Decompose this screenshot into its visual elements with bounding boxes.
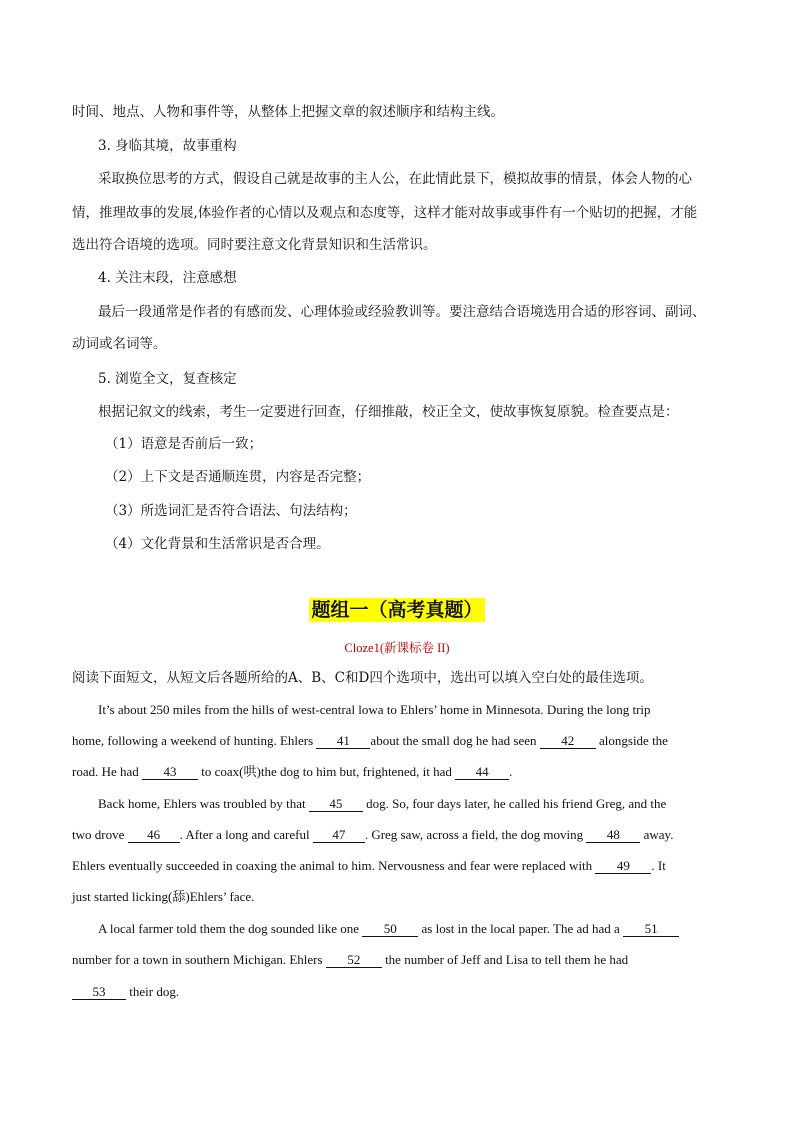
check-item-3: （3）所选词汇是否符合语法、句法结构； bbox=[105, 503, 357, 519]
instruction: 阅读下面短文，从短文后各题所给的A、B、C和D四个选项中，选出可以填入空白处的最佳选项。 bbox=[72, 670, 653, 686]
passage-text: their dog. bbox=[126, 984, 180, 999]
passage-text: . It bbox=[651, 858, 666, 873]
passage-line-7: just started licking(舔)Ehlers’ face. bbox=[72, 889, 255, 904]
passage-text: alongside the bbox=[595, 733, 668, 748]
paragraph-4-line-1: 最后一段通常是作者的有感而发、心理体验或经验教训等。要注意结合语境选用合适的形容词、副词、 bbox=[98, 304, 706, 320]
passage-text: two drove bbox=[72, 827, 128, 842]
passage-text: Back home, Ehlers was troubled by that bbox=[98, 796, 309, 811]
passage-text: . Greg saw, across a field, the dog moving bbox=[364, 827, 587, 842]
passage-line-1: It’s about 250 miles from the hills of west-central lowa to Ehlers’ home in Minnesota. During the long trip bbox=[98, 702, 651, 717]
passage-text: number for a town in southern Michigan. Ehlers bbox=[72, 952, 326, 967]
heading-3: 3. 身临其境，故事重构 bbox=[98, 138, 237, 154]
passage-text: . bbox=[509, 764, 513, 779]
blank-41[interactable]: 41 bbox=[316, 734, 370, 749]
check-item-4: （4）文化背景和生活常识是否合理。 bbox=[105, 536, 330, 552]
passage-line-9 bbox=[72, 950, 722, 970]
blank-49[interactable]: 49 bbox=[595, 859, 651, 874]
passage-line-6 bbox=[72, 856, 722, 876]
passage-text: to coax(哄)the dog to him but, frightened, it had bbox=[198, 764, 456, 779]
passage-line-5 bbox=[72, 825, 722, 845]
blank-42[interactable]: 42 bbox=[540, 734, 596, 749]
passage-text: . After a long and careful bbox=[179, 827, 313, 842]
section-subtitle: Cloze1(新课标卷 II) bbox=[344, 641, 450, 655]
passage-text: Ehlers eventually succeeded in coaxing the animal to him. Nervousness and fear were replaced with bbox=[72, 858, 596, 873]
paragraph-5-line-1: 根据记叙文的线索，考生一定要进行回查，仔细推敲，校正全文，使故事恢复原貌。检查要点是： bbox=[98, 404, 679, 420]
paragraph-4-line-2: 动词或名词等。 bbox=[72, 336, 167, 352]
passage-text: as lost in the local paper. The ad had a bbox=[418, 921, 624, 936]
paragraph-3-line-1: 采取换位思考的方式，假设自己就是故事的主人公，在此情此景下，模拟故事的情景，体会人物的心 bbox=[98, 171, 692, 187]
blank-46[interactable]: 46 bbox=[128, 828, 180, 843]
check-item-2: （2）上下文是否通顺连贯，内容是否完整； bbox=[105, 469, 371, 485]
heading-4: 4. 关注末段，注意感想 bbox=[98, 270, 237, 286]
passage-text: home, following a weekend of hunting. Ehlers bbox=[72, 733, 317, 748]
check-item-1: （1）语意是否前后一致； bbox=[105, 436, 263, 452]
section-title-wrap bbox=[0, 598, 794, 622]
paragraph-3-line-2: 情，推理故事的发展,体验作者的心情以及观点和态度等，这样才能对故事或事件有一个贴切的把握，才能 bbox=[72, 205, 698, 221]
blank-47[interactable]: 47 bbox=[313, 828, 365, 843]
blank-43[interactable]: 43 bbox=[142, 765, 198, 780]
passage-line-4 bbox=[98, 794, 722, 814]
paragraph-3-line-3: 选出符合语境的选项。同时要注意文化背景知识和生活常识。 bbox=[72, 237, 437, 253]
blank-44[interactable]: 44 bbox=[455, 765, 509, 780]
passage-text: the number of Jeff and Lisa to tell them he had bbox=[381, 952, 629, 967]
passage-text: road. He had bbox=[72, 764, 143, 779]
passage-text: dog. So, four days later, he called his friend Greg, and the bbox=[362, 796, 667, 811]
blank-51[interactable]: 51 bbox=[623, 922, 679, 937]
blank-50[interactable]: 50 bbox=[362, 922, 418, 937]
passage-line-2 bbox=[72, 731, 722, 751]
blank-52[interactable]: 52 bbox=[326, 953, 382, 968]
section-title: 题组一（高考真题） bbox=[311, 599, 483, 621]
intro-paragraph-end: 时间、地点、人物和事件等，从整体上把握文章的叙述顺序和结构主线。 bbox=[72, 104, 504, 120]
passage-text: away. bbox=[640, 827, 674, 842]
passage-text: A local farmer told them the dog sounded like one bbox=[98, 921, 363, 936]
passage-line-3 bbox=[72, 762, 722, 782]
heading-5: 5. 浏览全文，复查核定 bbox=[98, 371, 237, 387]
passage-line-10 bbox=[72, 982, 722, 1002]
blank-48[interactable]: 48 bbox=[586, 828, 640, 843]
passage-text: about the small dog he had seen bbox=[370, 733, 540, 748]
passage-line-8 bbox=[98, 919, 722, 939]
blank-53[interactable]: 53 bbox=[72, 985, 126, 1000]
blank-45[interactable]: 45 bbox=[309, 797, 363, 812]
